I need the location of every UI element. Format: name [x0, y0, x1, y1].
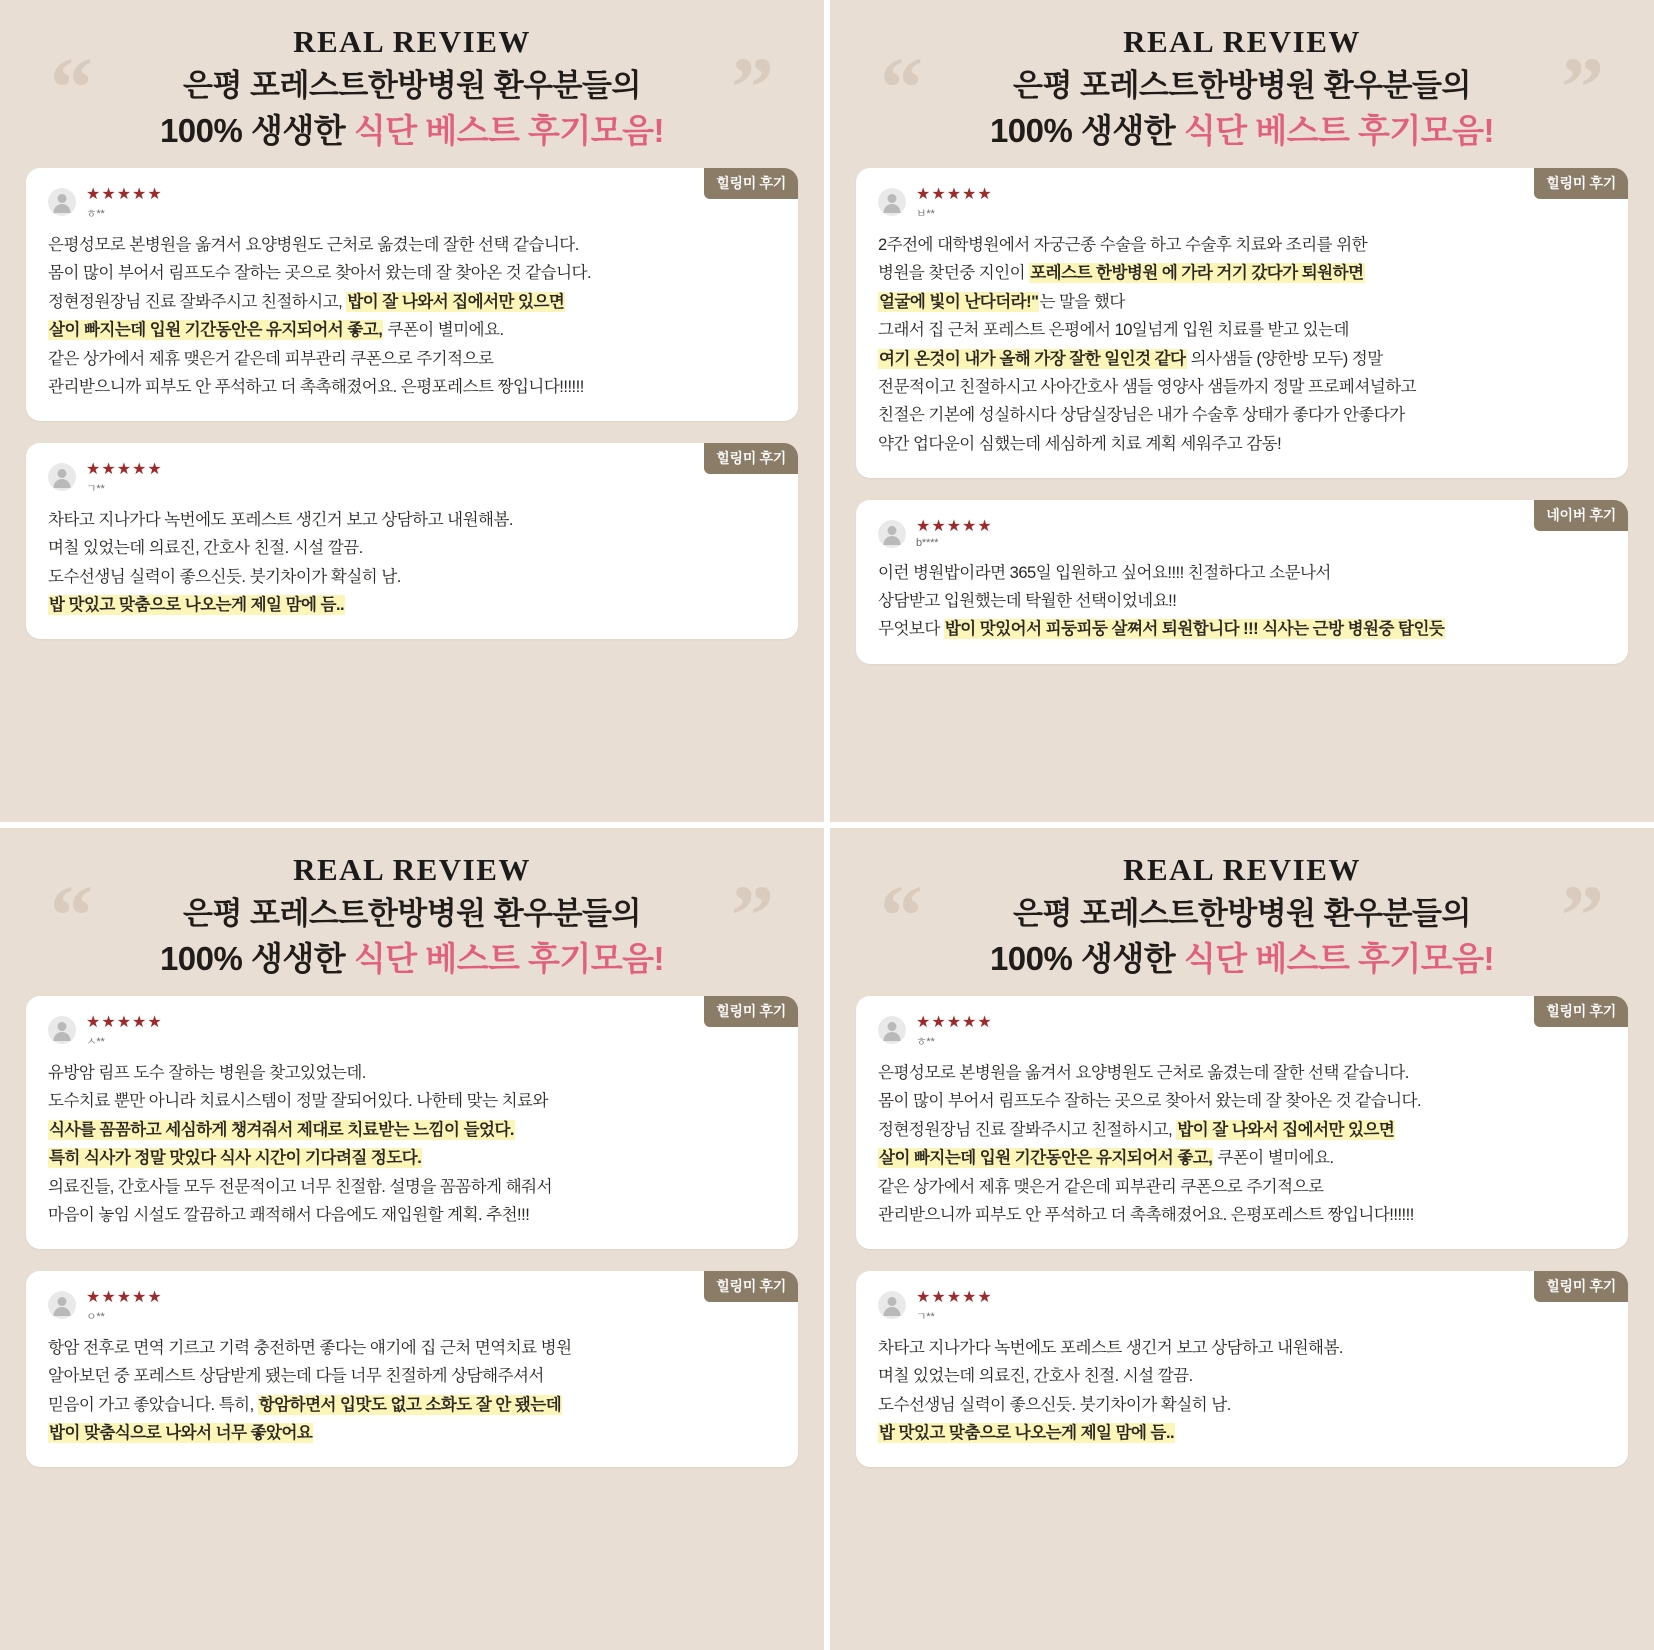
review-line	[878, 316, 1606, 344]
plain-text: 도수치료 뿐만 아니라 치료시스템이 정말 잘되어있다. 나한테 맞는 치료와	[48, 1092, 548, 1111]
highlighted-text: 밥이 잘 나와서 집에서만 있으면	[1177, 1120, 1395, 1139]
review-card-header	[878, 1014, 1606, 1049]
plain-text: 차타고 지나가다 녹번에도 포레스트 생긴거 보고 상담하고 내원해봄.	[48, 510, 513, 529]
review-line	[48, 1201, 776, 1229]
review-line	[878, 1059, 1606, 1087]
review-line	[878, 559, 1606, 587]
highlighted-text: 식사를 꼼꼼하고 세심하게 챙겨줘서 제대로 치료받는 느낌이 들었다.	[49, 1120, 514, 1139]
review-line	[878, 587, 1606, 615]
highlighted-text: 밥이 맛있어서 피둥피둥 살쪄서 퇴원합니다 !!! 식사는 근방 병원중 탑인듯	[944, 620, 1445, 639]
review-line	[878, 615, 1606, 643]
headline-plain: 100% 생생한	[159, 111, 354, 149]
plain-text: 관리받으니까 피부도 안 푸석하고 더 촉촉해졌어요. 은평포레스트 짱입니다!!!!!!	[48, 377, 584, 396]
headline-line-2	[66, 937, 758, 981]
review-source-badge: 네이버 후기	[1534, 500, 1628, 531]
review-line	[48, 563, 776, 591]
panel-header	[856, 10, 1628, 168]
eyebrow-title: REAL REVIEW	[293, 852, 531, 887]
plain-text: 믿음이 가고 좋았습니다. 특히,	[48, 1395, 258, 1414]
reviewer-meta	[86, 1289, 163, 1324]
review-card	[856, 168, 1628, 478]
star-rating: ★★★★★	[86, 1014, 163, 1032]
reviewer-nickname: ㅎ**	[916, 1036, 935, 1049]
review-line	[878, 231, 1606, 259]
quote-open-icon: “	[880, 867, 923, 963]
highlighted-text: 특히 식사가 정말 맛있다 식사 시간이 기다려질 정도다.	[49, 1149, 422, 1168]
review-card	[26, 996, 798, 1249]
review-source-badge: 힐링미 후기	[704, 1271, 798, 1302]
headline-line-1: 은평 포레스트한방병원 환우분들의	[183, 896, 641, 931]
quote-close-icon: ”	[731, 867, 774, 963]
review-line	[878, 401, 1606, 429]
review-body	[48, 506, 776, 620]
review-line	[48, 231, 776, 259]
review-card-header	[48, 1289, 776, 1324]
headline-line-2	[66, 109, 758, 153]
plain-text: 며칠 있었는데 의료진, 간호사 친절. 시설 깔끔.	[878, 1367, 1193, 1386]
plain-text: 그래서 집 근처 포레스트 은평에서 10일넘게 입원 치료를 받고 있는데	[878, 321, 1349, 340]
plain-text: 병원을 찾던중 지인이	[878, 264, 1030, 283]
reviewer-meta	[86, 1014, 163, 1049]
plain-text: 상담받고 입원했는데 탁월한 선택이었네요!!	[878, 592, 1177, 611]
quote-close-icon: ”	[1561, 39, 1604, 135]
highlighted-text: 살이 빠지는데 입원 기간동안은 유지되어서 좋고,	[879, 1149, 1213, 1168]
review-line	[48, 1334, 776, 1362]
avatar	[878, 1291, 906, 1319]
avatar	[48, 1016, 76, 1044]
review-line	[878, 430, 1606, 458]
avatar	[878, 188, 906, 216]
review-line	[878, 1391, 1606, 1419]
headline-line-1: 은평 포레스트한방병원 환우분들의	[1013, 896, 1471, 931]
plain-text: 몸이 많이 부어서 림프도수 잘하는 곳으로 찾아서 왔는데 잘 찾아온 것 같습니다.	[878, 1092, 1422, 1111]
review-line	[878, 259, 1606, 287]
review-line	[878, 1201, 1606, 1229]
panel-header	[26, 10, 798, 168]
review-line	[48, 1173, 776, 1201]
plain-text: 차타고 지나가다 녹번에도 포레스트 생긴거 보고 상담하고 내원해봄.	[878, 1338, 1343, 1357]
reviewer-nickname: ㅇ**	[86, 1310, 105, 1323]
plain-text: 같은 상가에서 제휴 맺은거 같은데 피부관리 쿠폰으로 주기적으로	[48, 349, 494, 368]
review-line	[878, 1087, 1606, 1115]
plain-text: 2주전에 대학병원에서 자궁근종 수술을 하고 수술후 치료와 조리를 위한	[878, 236, 1368, 255]
plain-text: 정현정원장님 진료 잘봐주시고 친절하시고,	[48, 292, 347, 311]
review-card	[26, 443, 798, 639]
headline-accent: 식단 베스트 후기모음!	[353, 111, 665, 149]
panel-bottom-left	[0, 828, 824, 1650]
reviewer-nickname: ㅅ**	[86, 1036, 105, 1049]
review-line	[878, 1334, 1606, 1362]
review-body	[48, 1059, 776, 1229]
plain-text: 같은 상가에서 제휴 맺은거 같은데 피부관리 쿠폰으로 주기적으로	[878, 1177, 1324, 1196]
review-source-badge: 힐링미 후기	[704, 996, 798, 1027]
avatar	[878, 520, 906, 548]
highlighted-text: 얼굴에 빛이 난다더라!"	[879, 292, 1039, 311]
highlighted-text: 항암하면서 입맛도 없고 소화도 잘 안 됐는데	[258, 1395, 562, 1414]
plain-text: 은평성모로 본병원을 옮겨서 요양병원도 근처로 옮겼는데 잘한 선택 같습니다.	[878, 1064, 1409, 1083]
review-line	[48, 591, 776, 619]
review-card-header	[48, 1014, 776, 1049]
panel-top-left	[0, 0, 824, 822]
plain-text: 은평성모로 본병원을 옮겨서 요양병원도 근처로 옮겼는데 잘한 선택 같습니다.	[48, 236, 579, 255]
review-card	[856, 1271, 1628, 1467]
review-line	[48, 259, 776, 287]
review-line	[48, 1419, 776, 1447]
reviewer-meta	[916, 1289, 993, 1324]
reviewer-meta	[916, 186, 993, 221]
plain-text: 는 말을 했다	[1039, 292, 1125, 311]
plain-text: 무엇보다	[878, 620, 944, 639]
review-line	[48, 1087, 776, 1115]
review-card	[26, 1271, 798, 1467]
highlighted-text: 포레스트 한방병원 에 가라 거기 갔다가 퇴원하면	[1030, 264, 1364, 283]
review-source-badge: 힐링미 후기	[1534, 1271, 1628, 1302]
review-card-header	[48, 461, 776, 496]
headline-plain: 100% 생생한	[989, 111, 1184, 149]
review-line	[48, 1059, 776, 1087]
headline-plain: 100% 생생한	[159, 939, 354, 977]
highlighted-text: 밥이 잘 나와서 집에서만 있으면	[347, 292, 565, 311]
review-line	[878, 1144, 1606, 1172]
reviewer-nickname: ㄱ**	[86, 482, 105, 495]
panel-header	[26, 838, 798, 996]
plain-text: 항암 전후로 면역 기르고 기력 충전하면 좋다는 얘기에 집 근처 면역치료 병원	[48, 1338, 572, 1357]
review-line	[48, 1144, 776, 1172]
avatar	[48, 188, 76, 216]
headline-line-1: 은평 포레스트한방병원 환우분들의	[1013, 68, 1471, 103]
review-line	[878, 1419, 1606, 1447]
reviewer-meta	[916, 1014, 993, 1049]
star-rating: ★★★★★	[916, 518, 993, 536]
review-body	[48, 1334, 776, 1448]
reviewer-nickname: ㅎ**	[86, 208, 105, 221]
review-line	[48, 1362, 776, 1390]
plain-text: 약간 업다운이 심했는데 세심하게 치료 계획 세워주고 감동!	[878, 434, 1282, 453]
review-card	[856, 500, 1628, 664]
reviewer-nickname: b****	[916, 536, 939, 549]
reviewer-meta	[86, 186, 163, 221]
review-card	[856, 996, 1628, 1249]
review-line	[878, 1173, 1606, 1201]
highlighted-text: 여기 온것이 내가 올해 가장 잘한 일인것 같다	[879, 349, 1186, 368]
eyebrow-title: REAL REVIEW	[293, 24, 531, 59]
star-rating: ★★★★★	[86, 186, 163, 204]
eyebrow-title: REAL REVIEW	[1123, 24, 1361, 59]
review-line	[48, 373, 776, 401]
star-rating: ★★★★★	[916, 186, 993, 204]
reviewer-nickname: ㄱ**	[916, 1310, 935, 1323]
review-card-list	[856, 996, 1628, 1624]
review-line	[48, 506, 776, 534]
review-line	[48, 288, 776, 316]
review-body	[878, 1059, 1606, 1229]
headline-line-2	[896, 937, 1588, 981]
reviewer-nickname: ㅂ**	[916, 208, 935, 221]
plain-text: 친절은 기본에 성실하시다 상담실장님은 내가 수술후 상태가 좋다가 안좋다가	[878, 406, 1405, 425]
panel-bottom-right	[830, 828, 1654, 1650]
review-card-header	[878, 518, 1606, 549]
plain-text: 이런 병원밥이라면 365일 입원하고 싶어요!!!! 친절하다고 소문나서	[878, 563, 1331, 582]
review-source-badge: 힐링미 후기	[1534, 996, 1628, 1027]
avatar	[48, 1291, 76, 1319]
headline-line-1: 은평 포레스트한방병원 환우분들의	[183, 68, 641, 103]
headline-accent: 식단 베스트 후기모음!	[1183, 939, 1495, 977]
plain-text: 알아보던 중 포레스트 상담받게 됐는데 다들 너무 친절하게 상담해주셔서	[48, 1367, 544, 1386]
quote-open-icon: “	[50, 39, 93, 135]
avatar	[48, 463, 76, 491]
plain-text: 도수선생님 실력이 좋으신듯. 붓기차이가 확실히 남.	[878, 1395, 1231, 1414]
review-body	[878, 559, 1606, 644]
plain-text: 몸이 많이 부어서 림프도수 잘하는 곳으로 찾아서 왔는데 잘 찾아온 것 같습니다.	[48, 264, 592, 283]
plain-text: 의사샘들 (양한방 모두) 정말	[1186, 349, 1383, 368]
reviewer-meta	[916, 518, 993, 549]
star-rating: ★★★★★	[916, 1014, 993, 1032]
review-line	[48, 316, 776, 344]
review-card-header	[878, 186, 1606, 221]
headline-accent: 식단 베스트 후기모음!	[1183, 111, 1495, 149]
headline-accent: 식단 베스트 후기모음!	[353, 939, 665, 977]
eyebrow-title: REAL REVIEW	[1123, 852, 1361, 887]
review-card	[26, 168, 798, 421]
review-line	[48, 534, 776, 562]
review-card-header	[878, 1289, 1606, 1324]
plain-text: 정현정원장님 진료 잘봐주시고 친절하시고,	[878, 1120, 1177, 1139]
plain-text: 며칠 있었는데 의료진, 간호사 친절. 시설 깔끔.	[48, 539, 363, 558]
review-card-list	[26, 168, 798, 796]
star-rating: ★★★★★	[86, 461, 163, 479]
plain-text: 도수선생님 실력이 좋으신듯. 붓기차이가 확실히 남.	[48, 567, 401, 586]
highlighted-text: 밥이 맞춤식으로 나와서 너무 좋았어요	[49, 1424, 313, 1443]
review-card-list	[26, 996, 798, 1624]
plain-text: 의료진들, 간호사들 모두 전문적이고 너무 친절함. 설명을 꼼꼼하게 해줘서	[48, 1177, 553, 1196]
quote-close-icon: ”	[731, 39, 774, 135]
plain-text: 유방암 림프 도수 잘하는 병원을 찾고있었는데.	[48, 1064, 366, 1083]
plain-text: 쿠폰이 별미에요.	[1213, 1149, 1334, 1168]
review-body	[878, 231, 1606, 458]
avatar	[878, 1016, 906, 1044]
panel-top-right	[830, 0, 1654, 822]
review-card-header	[48, 186, 776, 221]
review-source-badge: 힐링미 후기	[1534, 168, 1628, 199]
review-line	[878, 288, 1606, 316]
review-line	[878, 1362, 1606, 1390]
review-body	[48, 231, 776, 401]
review-line	[878, 345, 1606, 373]
headline-plain: 100% 생생한	[989, 939, 1184, 977]
plain-text: 마음이 놓임 시설도 깔끔하고 쾌적해서 다음에도 재입원할 계획. 추천!!!	[48, 1205, 530, 1224]
plain-text: 전문적이고 친절하시고 사아간호사 샘들 영양사 샘들까지 정말 프로페셔널하고	[878, 377, 1417, 396]
review-card-list	[856, 168, 1628, 796]
highlighted-text: 밥 맛있고 맞춤으로 나오는게 제일 맘에 듬..	[879, 1424, 1175, 1443]
review-line	[878, 373, 1606, 401]
plain-text: 쿠폰이 별미에요.	[383, 321, 504, 340]
reviewer-meta	[86, 461, 163, 496]
quote-close-icon: ”	[1561, 867, 1604, 963]
review-line	[878, 1116, 1606, 1144]
review-source-badge: 힐링미 후기	[704, 443, 798, 474]
star-rating: ★★★★★	[916, 1289, 993, 1307]
review-body	[878, 1334, 1606, 1448]
star-rating: ★★★★★	[86, 1289, 163, 1307]
panel-header	[856, 838, 1628, 996]
plain-text: 관리받으니까 피부도 안 푸석하고 더 촉촉해졌어요. 은평포레스트 짱입니다!!!!!!	[878, 1205, 1414, 1224]
review-line	[48, 345, 776, 373]
review-line	[48, 1116, 776, 1144]
review-source-badge: 힐링미 후기	[704, 168, 798, 199]
highlighted-text: 밥 맛있고 맞춤으로 나오는게 제일 맘에 듬..	[49, 596, 345, 615]
quote-open-icon: “	[50, 867, 93, 963]
review-line	[48, 1391, 776, 1419]
quote-open-icon: “	[880, 39, 923, 135]
headline-line-2	[896, 109, 1588, 153]
highlighted-text: 살이 빠지는데 입원 기간동안은 유지되어서 좋고,	[49, 321, 383, 340]
